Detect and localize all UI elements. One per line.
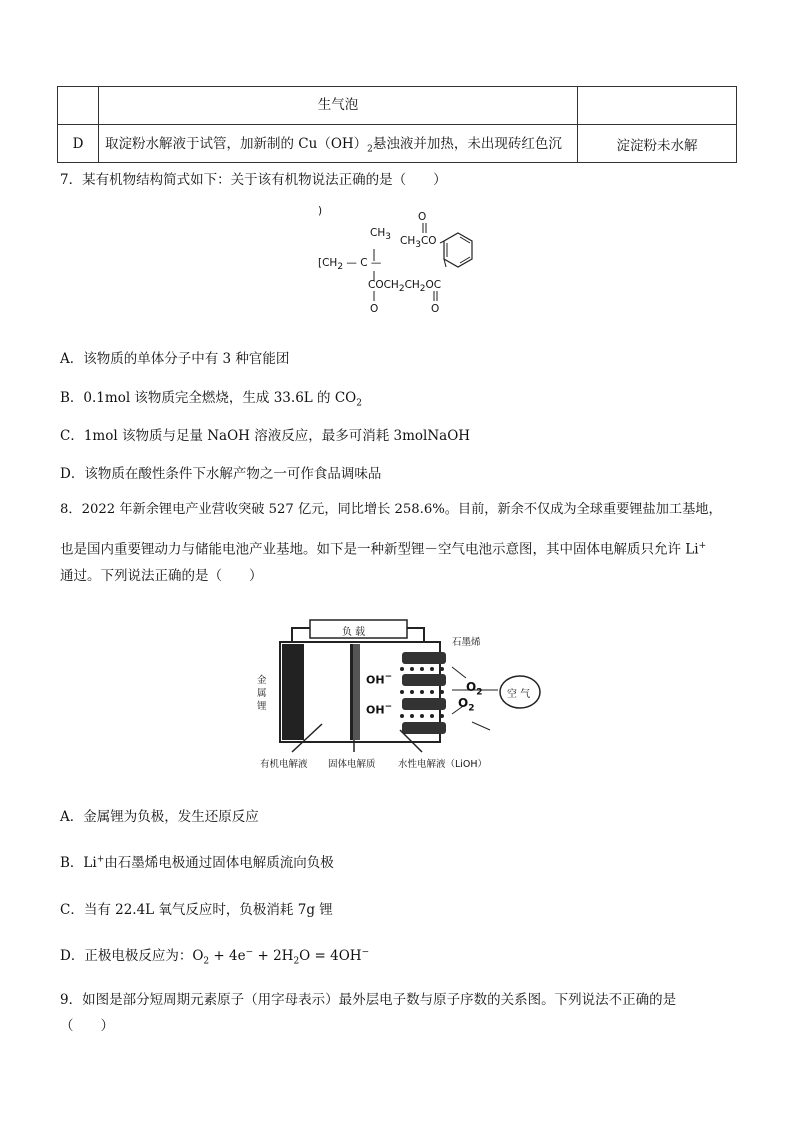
q9-line-1: 9．如图是部分短周期元素原子（用字母表示）最外层电子数与原子序数的关系图。下列说法不正确的是: [60, 992, 677, 1008]
ion-text: OH: [366, 703, 385, 717]
superscript: +: [698, 541, 707, 551]
air-label: 空 气: [507, 689, 531, 700]
oxygen-bottom-1: O: [370, 303, 379, 315]
metal-li-label: 金属锂: [257, 675, 267, 712]
subscript: 3: [415, 240, 421, 251]
o2-label-2: [458, 696, 474, 713]
option-text: B．0.1mol 该物质完全燃烧，生成 33.6L 的 CO: [60, 390, 357, 406]
table-cell: D: [58, 125, 99, 163]
ester-chain: [368, 279, 441, 294]
solid-electrolyte-label: 固体电解质: [328, 759, 376, 770]
q9-line-2: （ ）: [60, 1018, 114, 1034]
acetyl-group: [400, 235, 437, 250]
subscript: 2: [419, 284, 426, 295]
organic-electrolyte-label: 有机电解液: [260, 759, 308, 770]
table-row: [58, 125, 737, 163]
q7-stem: 7．某有机物结构简式如下：关于该有机物说法正确的是（ ）: [60, 172, 447, 188]
q8-line-1: 8．2022 年新余锂电产业营收突破 527 亿元，同比增长 258.6%。目前，新余不仅成为全球重要锂盐加工基地，: [60, 502, 722, 517]
molecule-text: O: [466, 680, 477, 694]
table-cell: [578, 87, 737, 125]
table-cell: [58, 87, 99, 125]
q8-option-c: C．当有 22.4L 氧气反应时，负极消耗 7g 锂: [60, 902, 333, 918]
subscript: 2: [476, 687, 483, 698]
superscript: −: [245, 947, 254, 958]
q8-option-b: [60, 851, 334, 871]
oxygen-bottom-2: O: [431, 303, 440, 315]
formula-text: — C —: [343, 257, 382, 269]
aqueous-electrolyte-label: 水性电解液（LiOH）: [398, 759, 488, 770]
formula-text: COCH: [368, 279, 399, 291]
q8-line-3: 通过。下列说法正确的是（ ）: [60, 568, 263, 584]
q8-option-d: [60, 944, 369, 967]
polymer-chain: [318, 257, 381, 272]
option-text: B．Li: [60, 855, 97, 871]
option-text: 由石墨烯电极通过固体电解质流向负极: [104, 855, 334, 871]
q8-option-a: A．金属锂为负极，发生还原反应: [60, 809, 259, 825]
methyl-group: [370, 227, 391, 242]
subscript: 2: [337, 262, 344, 273]
formula-text: [CH: [318, 257, 338, 269]
subscript: 2: [293, 956, 300, 967]
ion-text: OH: [366, 673, 385, 687]
experiment-table: [57, 86, 737, 163]
table-cell: [99, 125, 578, 163]
graphene-label: 石墨烯: [452, 637, 481, 648]
oh-label-2: [366, 702, 392, 717]
q7-structure: [310, 205, 510, 320]
option-text: D．正极电极反应为：O: [60, 948, 204, 964]
stem-text: 也是国内重要锂动力与储能电池产业基地。如下是一种新型锂－空气电池示意图，其中固体电解质只允许 Li: [60, 541, 699, 558]
subscript: 2: [468, 703, 475, 714]
table-row: [58, 87, 737, 125]
formula-text: CH: [404, 279, 420, 291]
cell-text: 取淀粉水解液于试管，加新制的 Cu（OH）: [105, 136, 368, 153]
formula-text: CH: [370, 227, 386, 239]
oxygen-top: O: [418, 211, 427, 223]
cell-text: 悬浊液并加热，未出现砖红色沉: [372, 136, 562, 153]
option-text: + 4e: [209, 948, 246, 964]
q7-option-c: C．1mol 该物质与足量 NaOH 溶液反应，最多可消耗 3molNaOH: [60, 428, 471, 444]
q7-option-d: D．该物质在酸性条件下水解产物之一可作食品调味品: [60, 466, 382, 482]
subscript: 2: [367, 144, 373, 155]
formula-text: OC: [425, 279, 442, 291]
superscript: −: [384, 702, 393, 712]
formula-text: CO: [420, 235, 437, 247]
option-text: + 2H: [253, 948, 294, 964]
formula-text: CH: [400, 235, 416, 247]
superscript: −: [361, 947, 370, 958]
superscript: −: [384, 672, 393, 682]
subscript: 2: [398, 284, 405, 295]
q7-option-b: [60, 386, 362, 409]
oh-label-1: [366, 672, 392, 687]
structure-paren: ): [318, 205, 323, 217]
option-text: O = 4OH: [299, 948, 362, 964]
table-cell: 淀淀粉未水解: [578, 125, 737, 163]
superscript: +: [96, 854, 105, 865]
molecule-text: O: [458, 696, 469, 710]
subscript: 2: [356, 398, 362, 409]
o2-label-1: [466, 680, 482, 697]
q8-line-2: [60, 536, 706, 560]
table-cell: 生气泡: [99, 87, 578, 125]
subscript: 3: [385, 232, 391, 243]
load-label: 负 载: [342, 627, 366, 638]
q7-option-a: A．该物质的单体分子中有 3 种官能团: [60, 351, 290, 367]
subscript: 2: [203, 956, 210, 967]
battery-diagram: [252, 612, 552, 774]
